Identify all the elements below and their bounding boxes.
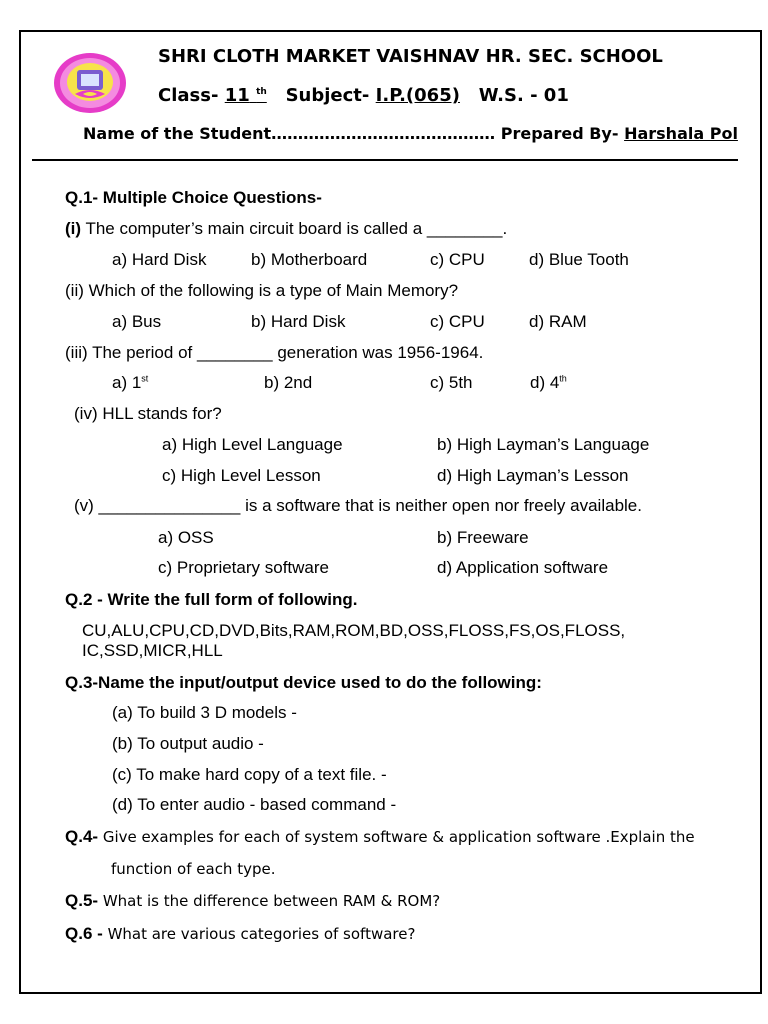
worksheet-number: W.S. - 01: [478, 85, 569, 106]
q1-i-option-a: a) Hard Disk: [112, 250, 207, 269]
student-name-line: [83, 124, 738, 143]
q1-iv-option-a: a) High Level Language: [162, 435, 343, 454]
q1-i-option-d: d) Blue Tooth: [529, 250, 629, 269]
q4-question-line2: function of each type.: [111, 860, 276, 878]
q1-ii-option-b: b) Hard Disk: [251, 312, 346, 331]
q5-question: Q.5- What is the difference between RAM & ROM?: [65, 891, 441, 910]
q1-i-option-b: b) Motherboard: [251, 250, 368, 269]
prepared-by-value: Harshala Pol: [624, 124, 738, 143]
q1-i-question: (i) The computer’s main circuit board is called a ________.: [65, 219, 508, 238]
school-logo-icon: [53, 52, 127, 114]
subject-value: I.P.(065): [375, 85, 460, 106]
q1-iv-option-d: d) High Layman’s Lesson: [437, 466, 629, 485]
q6-question: Q.6 - What are various categories of software?: [65, 924, 416, 943]
class-value: 11 $^{th}$: [224, 85, 267, 106]
q1-ii-question: (ii) Which of the following is a type of Main Memory?: [65, 281, 459, 300]
q3-heading: Q.3-Name the input/output device used to do the following:: [65, 673, 542, 692]
prepared-by-label: Prepared By-: [500, 124, 619, 143]
q1-iv-option-b: b) High Layman’s Language: [437, 435, 650, 454]
q1-v-option-d: d) Application software: [437, 558, 609, 577]
q2-abbreviations-line2: IC,SSD,MICR,HLL: [82, 641, 223, 660]
class-label: Class-: [158, 85, 219, 106]
q1-v-option-a: a) OSS: [158, 528, 214, 547]
header-divider: [32, 159, 738, 161]
q1-v-option-c: c) Proprietary software: [158, 558, 329, 577]
q3-item-c: (c) To make hard copy of a text file. -: [112, 765, 387, 784]
q2-heading: Q.2 - Write the full form of following.: [65, 590, 358, 609]
q1-v-option-b: b) Freeware: [437, 528, 529, 547]
q1-iii-option-d: d) 4th: [530, 373, 567, 392]
q1-iii-question: (iii) The period of ________ generation was 1956-1964.: [65, 343, 484, 362]
class-subject-line: [158, 85, 569, 106]
q1-v-question: (v) _______________ is a software that is neither open nor freely available.: [74, 496, 642, 515]
q4-question-line1: Q.4- Give examples for each of system software & application software .Explain the: [65, 827, 695, 846]
q1-iii-option-a: a) 1st: [112, 373, 149, 392]
q1-heading: Q.1- Multiple Choice Questions-: [65, 188, 322, 207]
q1-iv-option-c: c) High Level Lesson: [162, 466, 321, 485]
q1-ii-option-a: a) Bus: [112, 312, 162, 331]
q1-ii-option-c: c) CPU: [430, 312, 485, 331]
q1-iii-option-b: b) 2nd: [264, 373, 313, 392]
q3-item-a: (a) To build 3 D models -: [112, 703, 297, 722]
q1-ii-option-d: d) RAM: [529, 312, 587, 331]
subject-label: Subject-: [285, 85, 370, 106]
school-name: SHRI CLOTH MARKET VAISHNAV HR. SEC. SCHOOL: [158, 46, 663, 67]
q3-item-d: (d) To enter audio - based command -: [112, 795, 397, 814]
q1-i-option-c: c) CPU: [430, 250, 485, 269]
student-name-label: Name of the Student……………………………………: [83, 124, 496, 143]
q3-item-b: (b) To output audio -: [112, 734, 264, 753]
q2-abbreviations-line1: CU,ALU,CPU,CD,DVD,Bits,RAM,ROM,BD,OSS,FLOSS,FS,OS,FLOSS,: [82, 621, 626, 640]
q1-iii-option-c: c) 5th: [430, 373, 473, 392]
q1-iv-question: (iv) HLL stands for?: [74, 404, 222, 423]
